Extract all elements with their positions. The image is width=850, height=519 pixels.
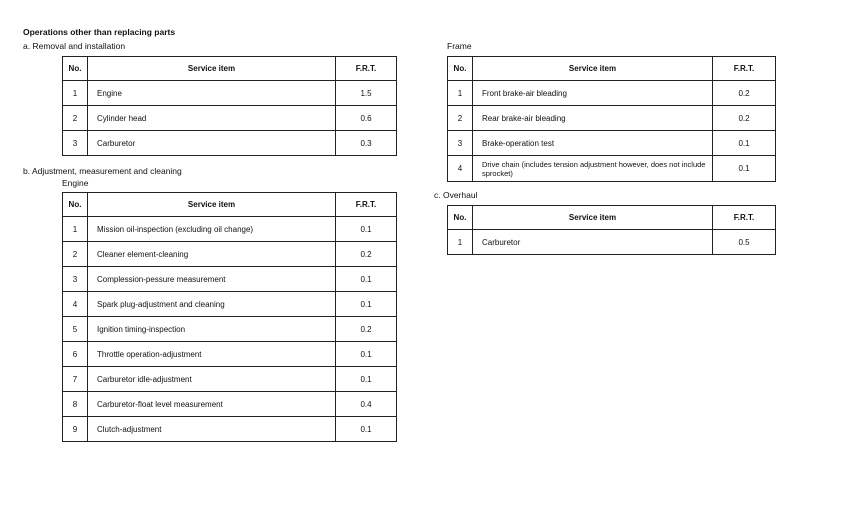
row-no: 4 [63, 292, 88, 317]
row-item: Throttle operation-adjustment [88, 342, 336, 367]
table-row [448, 106, 776, 131]
section-b-label: b. Adjustment, measurement and cleaning [23, 166, 182, 176]
row-frt: 0.2 [336, 242, 397, 267]
row-frt: 0.1 [336, 417, 397, 442]
header-service-item: Service item [473, 206, 713, 230]
table-row [448, 230, 776, 255]
row-frt: 0.4 [336, 392, 397, 417]
overhaul-table [447, 205, 776, 255]
table-row [63, 417, 397, 442]
section-b-sublabel: Engine [62, 178, 89, 188]
section-c-label: c. Overhaul [434, 190, 478, 200]
row-frt: 1.5 [336, 81, 397, 106]
table-row [63, 292, 397, 317]
row-item: Spark plug-adjustment and cleaning [88, 292, 336, 317]
row-item: Complession-pessure measurement [88, 267, 336, 292]
row-item: Brake-operation test [473, 131, 713, 156]
row-no: 8 [63, 392, 88, 417]
row-no: 3 [448, 131, 473, 156]
header-frt: F.R.T. [336, 57, 397, 81]
row-frt: 0.1 [713, 131, 776, 156]
row-no: 1 [448, 230, 473, 255]
row-no: 2 [63, 106, 88, 131]
adjustment-table [62, 192, 397, 442]
row-item: Cleaner element-cleaning [88, 242, 336, 267]
row-no: 2 [63, 242, 88, 267]
table-row [63, 392, 397, 417]
row-item: Drive chain (includes tension adjustment however, does not include sprocket) [473, 156, 713, 182]
row-item: Rear brake-air bleading [473, 106, 713, 131]
header-no: No. [63, 193, 88, 217]
row-no: 2 [448, 106, 473, 131]
table-header-row [63, 57, 397, 81]
table-row [63, 106, 397, 131]
header-service-item: Service item [473, 57, 713, 81]
page-title: Operations other than replacing parts [23, 27, 176, 37]
row-no: 3 [63, 131, 88, 156]
row-frt: 0.2 [336, 317, 397, 342]
table-row [448, 131, 776, 156]
row-frt: 0.1 [336, 367, 397, 392]
row-item: Carburetor-float level measurement [88, 392, 336, 417]
header-frt: F.R.T. [336, 193, 397, 217]
frame-table [447, 56, 776, 182]
row-frt: 0.2 [713, 81, 776, 106]
row-frt: 0.6 [336, 106, 397, 131]
row-item: Carburetor [88, 131, 336, 156]
row-no: 1 [448, 81, 473, 106]
table-row [63, 267, 397, 292]
header-no: No. [63, 57, 88, 81]
table-row [63, 367, 397, 392]
header-service-item: Service item [88, 57, 336, 81]
row-frt: 0.1 [336, 292, 397, 317]
row-item: Carburetor [473, 230, 713, 255]
row-no: 3 [63, 267, 88, 292]
row-no: 6 [63, 342, 88, 367]
table-header-row [448, 206, 776, 230]
header-frt: F.R.T. [713, 206, 776, 230]
table-header-row [448, 57, 776, 81]
row-frt: 0.1 [336, 342, 397, 367]
row-frt: 0.3 [336, 131, 397, 156]
row-item: Ignition timing-inspection [88, 317, 336, 342]
frame-label: Frame [447, 41, 472, 51]
section-a-label: a. Removal and installation [23, 41, 126, 51]
removal-installation-table [62, 56, 397, 156]
row-frt: 0.2 [713, 106, 776, 131]
row-no: 1 [63, 81, 88, 106]
table-row [63, 217, 397, 242]
row-item: Front brake-air bleading [473, 81, 713, 106]
table-row [63, 242, 397, 267]
header-service-item: Service item [88, 193, 336, 217]
row-no: 7 [63, 367, 88, 392]
table-row [63, 81, 397, 106]
row-item: Mission oil-inspection (excluding oil change) [88, 217, 336, 242]
header-no: No. [448, 206, 473, 230]
row-item: Engine [88, 81, 336, 106]
table-row [63, 342, 397, 367]
row-no: 4 [448, 156, 473, 182]
row-frt: 0.5 [713, 230, 776, 255]
table-row [63, 131, 397, 156]
row-frt: 0.1 [336, 267, 397, 292]
table-row [448, 156, 776, 182]
table-row [63, 317, 397, 342]
row-no: 9 [63, 417, 88, 442]
header-no: No. [448, 57, 473, 81]
row-item: Cylinder head [88, 106, 336, 131]
header-frt: F.R.T. [713, 57, 776, 81]
row-item: Clutch-adjustment [88, 417, 336, 442]
table-row [448, 81, 776, 106]
row-frt: 0.1 [713, 156, 776, 182]
row-no: 1 [63, 217, 88, 242]
row-item: Carburetor idle-adjustment [88, 367, 336, 392]
row-frt: 0.1 [336, 217, 397, 242]
row-no: 5 [63, 317, 88, 342]
table-header-row [63, 193, 397, 217]
